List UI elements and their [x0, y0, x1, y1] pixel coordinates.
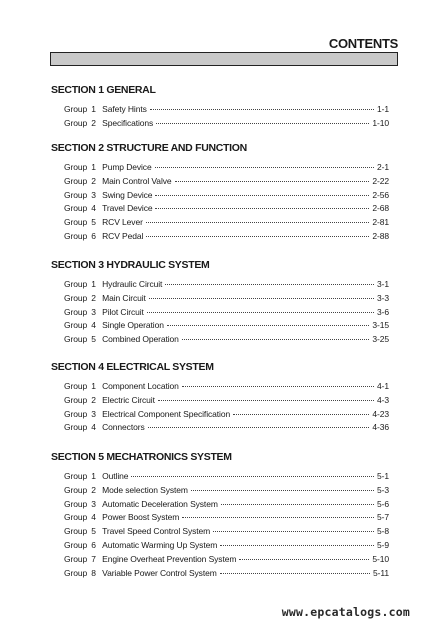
group-word: Group	[64, 162, 88, 172]
toc-entry[interactable]	[64, 320, 389, 332]
entry-label: RCV Pedal	[102, 231, 144, 241]
page-number: 5-3	[377, 484, 389, 495]
group-word: Group	[64, 526, 88, 537]
toc-entry[interactable]	[64, 485, 389, 497]
section-heading: SECTION 2 STRUCTURE AND FUNCTION	[51, 142, 247, 154]
group-number: 8	[91, 567, 96, 578]
page-number: 3-15	[372, 320, 389, 331]
dot-leader	[221, 504, 374, 505]
dot-leader	[182, 517, 374, 518]
entry-label: Engine Overheat Prevention System	[102, 553, 237, 564]
group-word: Group	[64, 381, 88, 391]
toc-entry[interactable]	[64, 409, 389, 421]
entry-label: Travel Speed Control System	[102, 526, 211, 537]
entry-label: Specifications	[102, 117, 154, 128]
group-word: Group	[64, 498, 88, 509]
dot-leader	[148, 427, 370, 428]
dot-leader	[220, 573, 370, 574]
toc-entry[interactable]	[64, 104, 389, 116]
page-number: 5-9	[377, 540, 389, 550]
group-word: Group	[64, 306, 88, 317]
group-word: Group	[64, 394, 88, 405]
page-number: 2-56	[372, 189, 389, 200]
group-word: Group	[64, 104, 88, 114]
group-word: Group	[64, 189, 88, 200]
page-number: 4-1	[377, 381, 389, 391]
page-number: 2-88	[372, 231, 389, 241]
section-heading: SECTION 1 GENERAL	[51, 84, 156, 96]
section-heading: SECTION 3 HYDRAULIC SYSTEM	[51, 259, 210, 271]
toc-entry[interactable]	[64, 422, 389, 434]
entry-label: Electrical Component Specification	[102, 408, 231, 419]
toc-entry[interactable]	[64, 381, 389, 393]
group-number: 5	[91, 334, 96, 345]
page-number: 4-3	[377, 394, 389, 405]
entry-label: Automatic Deceleration System	[102, 498, 218, 509]
toc-entry[interactable]	[64, 176, 389, 188]
page-number: 1-1	[377, 104, 389, 114]
page-number: 5-7	[377, 512, 389, 523]
page-number: 5-8	[377, 526, 389, 537]
dot-leader	[175, 181, 370, 182]
group-number: 4	[91, 203, 96, 214]
watermark: www.epcatalogs.com	[281, 605, 410, 619]
entry-label: Combined Operation	[102, 334, 179, 345]
group-number: 3	[91, 408, 96, 419]
group-number: 3	[91, 189, 96, 200]
group-number: 3	[91, 498, 96, 509]
entry-label: Pilot Circuit	[102, 306, 144, 317]
dot-leader	[158, 400, 374, 401]
toc-entry[interactable]	[64, 512, 389, 524]
toc-entry[interactable]	[64, 118, 389, 130]
entry-label: Single Operation	[102, 320, 164, 331]
toc-entry[interactable]	[64, 279, 389, 291]
group-number: 7	[91, 553, 96, 564]
group-number: 3	[91, 306, 96, 317]
dot-leader	[213, 531, 374, 532]
page-number: 2-81	[372, 217, 389, 228]
entry-label: Mode selection System	[102, 484, 188, 495]
group-number: 2	[91, 175, 96, 186]
group-number: 5	[91, 526, 96, 537]
toc-entry[interactable]	[64, 293, 389, 305]
toc-entry[interactable]	[64, 499, 389, 511]
toc-entry[interactable]	[64, 190, 389, 202]
page-number: 5-10	[372, 553, 389, 564]
group-word: Group	[64, 217, 88, 228]
entry-label: Outline	[102, 471, 129, 481]
dot-leader	[155, 195, 369, 196]
group-number: 2	[91, 117, 96, 128]
toc-entry[interactable]	[64, 395, 389, 407]
toc-entry[interactable]	[64, 231, 389, 243]
group-number: 1	[91, 162, 96, 172]
toc-entry[interactable]	[64, 217, 389, 229]
page-number: 5-6	[377, 498, 389, 509]
page-number: 2-1	[377, 162, 389, 172]
group-word: Group	[64, 408, 88, 419]
page-number: 4-23	[372, 408, 389, 419]
group-number: 1	[91, 381, 96, 391]
toc-entry[interactable]	[64, 203, 389, 215]
dot-leader	[155, 167, 374, 168]
section-heading: SECTION 4 ELECTRICAL SYSTEM	[51, 361, 214, 373]
dot-leader	[220, 545, 374, 546]
page-number: 3-25	[372, 334, 389, 345]
group-number: 1	[91, 279, 96, 289]
entry-label: RCV Lever	[102, 217, 143, 228]
page-title: CONTENTS	[328, 36, 398, 51]
group-word: Group	[64, 279, 88, 289]
group-number: 6	[91, 231, 96, 241]
entry-label: Hydraulic Circuit	[102, 279, 163, 289]
group-number: 6	[91, 540, 96, 550]
group-word: Group	[64, 231, 88, 241]
group-word: Group	[64, 484, 88, 495]
entry-label: Main Circuit	[102, 292, 146, 303]
page-number: 3-1	[377, 279, 389, 289]
dot-leader	[182, 339, 370, 340]
page-number: 5-1	[377, 471, 389, 481]
group-word: Group	[64, 540, 88, 550]
dot-leader	[191, 490, 374, 491]
dot-leader	[147, 312, 374, 313]
dot-leader	[165, 284, 374, 285]
group-number: 1	[91, 104, 96, 114]
page-number: 4-36	[372, 422, 389, 433]
group-word: Group	[64, 567, 88, 578]
group-number: 1	[91, 471, 96, 481]
entry-label: Electric Circuit	[102, 394, 155, 405]
group-word: Group	[64, 334, 88, 345]
page-number: 2-68	[372, 203, 389, 214]
entry-label: Automatic Warming Up System	[102, 540, 218, 550]
group-number: 2	[91, 292, 96, 303]
group-number: 4	[91, 320, 96, 331]
page-number: 3-6	[377, 306, 389, 317]
dot-leader	[239, 559, 369, 560]
toc-entry[interactable]	[64, 554, 389, 566]
group-word: Group	[64, 203, 88, 214]
dot-leader	[155, 208, 369, 209]
group-word: Group	[64, 292, 88, 303]
dot-leader	[146, 222, 370, 223]
entry-label: Variable Power Control System	[102, 567, 217, 578]
group-number: 2	[91, 484, 96, 495]
toc-entry[interactable]	[64, 334, 389, 346]
dot-leader	[131, 476, 374, 477]
entry-label: Main Control Valve	[102, 175, 172, 186]
title-bar	[50, 52, 398, 66]
section-heading: SECTION 5 MECHATRONICS SYSTEM	[51, 451, 232, 463]
entry-label: Swing Device	[102, 189, 153, 200]
dot-leader	[150, 109, 374, 110]
entry-label: Power Boost System	[102, 512, 180, 523]
dot-leader	[146, 236, 369, 237]
dot-leader	[149, 298, 374, 299]
page-number: 1-10	[372, 117, 389, 128]
group-word: Group	[64, 422, 88, 433]
toc-entry[interactable]	[64, 307, 389, 319]
dot-leader	[182, 386, 374, 387]
page-number: 3-3	[377, 292, 389, 303]
group-word: Group	[64, 512, 88, 523]
toc-entry[interactable]	[64, 526, 389, 538]
dot-leader	[156, 123, 369, 124]
toc-entry[interactable]	[64, 471, 389, 483]
group-word: Group	[64, 175, 88, 186]
entry-label: Connectors	[102, 422, 145, 433]
group-number: 2	[91, 394, 96, 405]
page-number: 2-22	[372, 175, 389, 186]
group-number: 5	[91, 217, 96, 228]
group-word: Group	[64, 117, 88, 128]
group-word: Group	[64, 471, 88, 481]
toc-entry[interactable]	[64, 540, 389, 552]
dot-leader	[167, 325, 370, 326]
toc-entry[interactable]	[64, 162, 389, 174]
group-number: 4	[91, 512, 96, 523]
entry-label: Travel Device	[102, 203, 153, 214]
group-word: Group	[64, 320, 88, 331]
group-word: Group	[64, 553, 88, 564]
entry-label: Pump Device	[102, 162, 152, 172]
page-number: 5-11	[373, 567, 389, 578]
toc-entry[interactable]	[64, 568, 389, 580]
entry-label: Safety Hints	[102, 104, 147, 114]
dot-leader	[233, 414, 369, 415]
entry-label: Component Location	[102, 381, 179, 391]
group-number: 4	[91, 422, 96, 433]
